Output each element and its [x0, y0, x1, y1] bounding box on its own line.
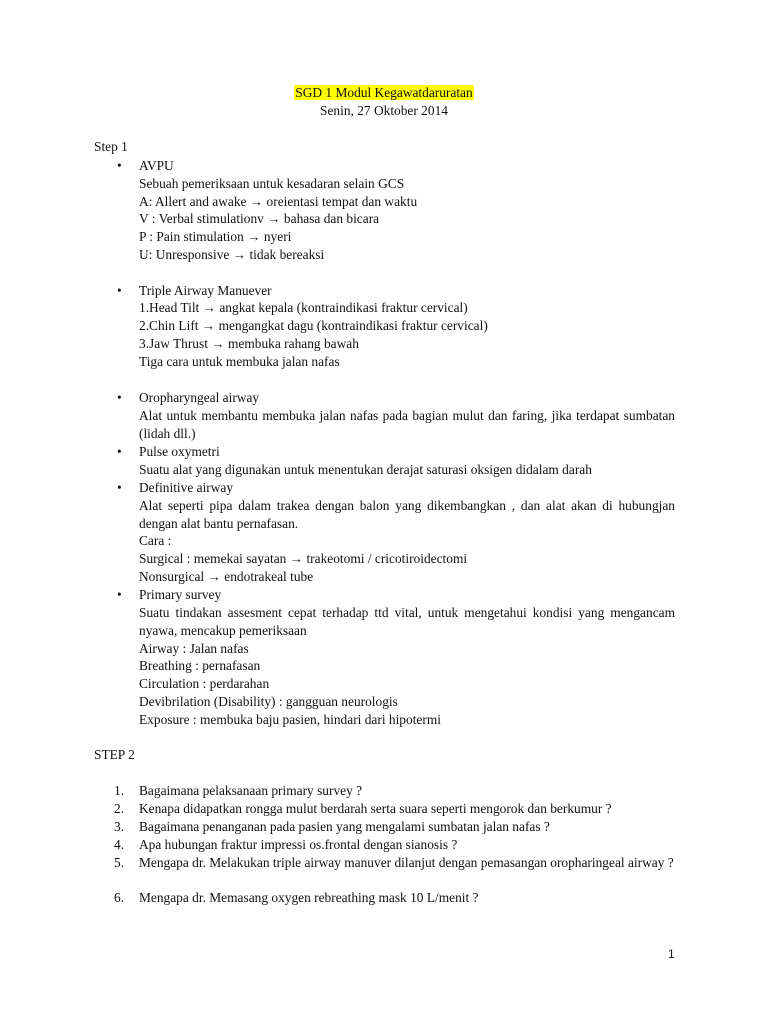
question-text: Mengapa dr. Memasang oxygen rebreathing mask 10 L/menit ? [139, 890, 479, 905]
definitive-title: Definitive airway [139, 480, 234, 495]
question-text: Apa hubungan fraktur impressi os.frontal dengan sianosis ? [139, 837, 458, 852]
primary-line: Breathing : pernafasan [139, 658, 261, 673]
avpu-line: P : Pain stimulation → nyeri [139, 229, 292, 244]
definitive-line: Cara : [139, 533, 172, 548]
question-number: 1. [114, 783, 125, 798]
triple-line: Tiga cara untuk membuka jalan nafas [139, 354, 340, 369]
document-header [0, 84, 768, 120]
oro-text: Alat untuk membantu membuka jalan nafas pada bagian mulut dan faring, jika terdapat sumbatan (lidah dll.) [139, 408, 675, 441]
definitive-line: Surgical : memekai sayatan → trakeotomi / cricotiroidectomi [139, 551, 468, 566]
triple-line: 3.Jaw Thrust → membuka rahang bawah [139, 336, 359, 351]
question-text: Kenapa didapatkan rongga mulut berdarah serta suara seperti mengorok dan berkumur ? [139, 801, 612, 816]
question-number: 3. [114, 819, 125, 834]
step1-heading: Step 1 [94, 139, 128, 154]
bullet-icon: • [117, 444, 122, 459]
oro-title: Oropharyngeal airway [139, 390, 260, 405]
avpu-line: A: Allert and awake → oreientasi tempat dan waktu [139, 194, 418, 209]
bullet-icon: • [117, 283, 122, 298]
definitive-text: Alat seperti pipa dalam trakea dengan balon yang dikembangkan , dan alat akan di hubungjan dengan alat bantu pernafasan. [139, 498, 675, 531]
question-number: 5. [114, 855, 125, 870]
document-title: SGD 1 Modul Kegawatdaruratan [295, 85, 473, 100]
primary-line: Airway : Jalan nafas [139, 641, 249, 656]
avpu-title: AVPU [139, 158, 174, 173]
primary-text: Suatu tindakan assesment cepat terhadap ttd vital, untuk mengetahui kondisi yang mengancam nyawa, mencakup pemeriksaan [139, 605, 675, 638]
pulse-text: Suatu alat yang digunakan untuk menentukan derajat saturasi oksigen didalam darah [139, 462, 592, 477]
pulse-title: Pulse oxymetri [139, 444, 220, 459]
question-number: 6. [114, 890, 125, 905]
question-number: 4. [114, 837, 125, 852]
triple-line: 1.Head Tilt → angkat kepala (kontraindikasi fraktur cervical) [139, 300, 468, 315]
primary-line: Exposure : membuka baju pasien, hindari dari hipotermi [139, 712, 441, 727]
question-text: Bagaimana pelaksanaan primary survey ? [139, 783, 363, 798]
primary-line: Devibrilation (Disability) : gangguan neurologis [139, 694, 398, 709]
document-date: Senin, 27 Oktober 2014 [320, 103, 448, 118]
avpu-line: U: Unresponsive → tidak bereaksi [139, 247, 325, 262]
bullet-icon: • [117, 158, 122, 173]
page-number: 1 [668, 947, 675, 961]
bullet-icon: • [117, 390, 122, 405]
question-number: 2. [114, 801, 125, 816]
primary-line: Circulation : perdarahan [139, 676, 270, 691]
bullet-icon: • [117, 587, 122, 602]
avpu-line: V : Verbal stimulationv → bahasa dan bicara [139, 211, 380, 226]
triple-title: Triple Airway Manuever [139, 283, 272, 298]
bullet-icon: • [117, 480, 122, 495]
step2-heading: STEP 2 [94, 747, 135, 762]
avpu-line: Sebuah pemeriksaan untuk kesadaran selain GCS [139, 176, 405, 191]
definitive-line: Nonsurgical → endotrakeal tube [139, 569, 314, 584]
primary-title: Primary survey [139, 587, 222, 602]
question-text: Mengapa dr. Melakukan triple airway manuver dilanjut dengan pemasangan oropharingeal airway ? [139, 855, 674, 870]
triple-line: 2.Chin Lift → mengangkat dagu (kontraindikasi fraktur cervical) [139, 318, 488, 333]
question-text: Bagaimana penanganan pada pasien yang mengalami sumbatan jalan nafas ? [139, 819, 550, 834]
